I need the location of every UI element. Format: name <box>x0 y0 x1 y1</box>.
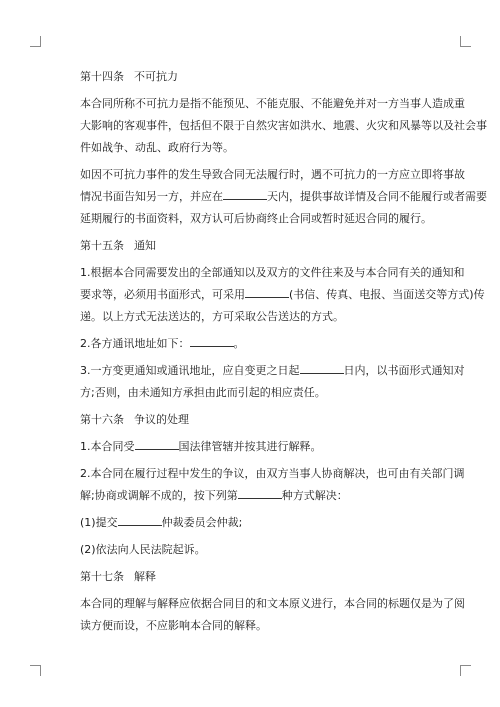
text-segment: (书信、传真、电报、当面送交等方式)传 <box>289 288 485 301</box>
text-line: 2.本合同在履行过程中发生的争议，由双方当事人协商解决，也可由有关部门调 <box>80 467 465 480</box>
text-line <box>80 485 424 507</box>
fill-in-blank-method[interactable] <box>245 285 289 298</box>
article-16-title: 争议的处理 <box>134 413 189 426</box>
text-segment: (1)提交 <box>80 516 118 529</box>
text-line <box>80 512 424 534</box>
text-line: 本合同所称不可抗力是指不能预见、不能克服、不能避免并对一方当事人造成重 <box>80 97 465 110</box>
article-16-paragraph-1 <box>80 436 424 458</box>
text-segment: 解;协商或调解不成的，按下列第 <box>80 489 238 502</box>
text-line <box>80 284 485 306</box>
article-14-number: 第十四条 <box>80 70 124 83</box>
article-15-paragraph-1 <box>80 262 485 328</box>
text-segment: 。 <box>233 337 245 350</box>
text-line <box>80 360 465 382</box>
text-segment: 要求等，必须用书面形式，可采用 <box>80 288 245 301</box>
text-segment: 天内，提供事故详情及合同不能履行或者需要 <box>267 190 487 203</box>
text-line: 大影响的客观事件，包括但不限于自然灾害如洪水、地震、火灾和风暴等以及社会事 <box>80 119 487 132</box>
article-16-paragraph-2 <box>80 463 465 507</box>
article-14-heading <box>80 66 424 88</box>
article-17-paragraph-1 <box>80 593 465 637</box>
text-segment: 1.本合同受 <box>80 440 135 453</box>
text-segment: 种方式解决： <box>281 489 348 502</box>
fill-in-blank-days[interactable] <box>223 187 267 200</box>
text-segment: 3.一方变更通知或通讯地址，应自变更之日起 <box>80 364 300 377</box>
article-14-title: 不可抗力 <box>134 70 178 83</box>
text-segment: 情况书面告知另一方，并应在 <box>80 190 223 203</box>
fill-in-blank-arbitration[interactable] <box>118 513 162 526</box>
article-14-paragraph-2 <box>80 164 487 230</box>
text-line: 递。以上方式无法送达的，方可采取公告送达的方式。 <box>80 310 344 323</box>
article-16-paragraph-4 <box>80 539 424 561</box>
text-segment: 仲裁委员会仲裁; <box>161 516 243 529</box>
article-16-number: 第十六条 <box>80 413 124 426</box>
text-segment: 2.各方通讯地址如下： <box>80 337 190 350</box>
article-17-number: 第十七条 <box>80 570 124 583</box>
crop-mark-top-right <box>460 36 471 47</box>
text-line: 延期履行的书面资料，双方认可后协商终止合同或暂时延迟合同的履行。 <box>80 212 432 225</box>
crop-mark-bottom-left <box>30 665 41 676</box>
article-17-title: 解释 <box>134 570 156 583</box>
article-15-paragraph-2 <box>80 333 424 355</box>
fill-in-blank-country[interactable] <box>135 437 179 450</box>
text-line: 1.根据本合同需要发出的全部通知以及双方的文件往来及与本合同有关的通知和 <box>80 266 465 279</box>
article-15-title: 通知 <box>134 239 156 252</box>
text-line <box>80 436 424 458</box>
article-15-heading <box>80 235 424 257</box>
text-segment: 国法律管辖并按其进行解释。 <box>178 440 322 453</box>
crop-mark-bottom-right <box>460 665 471 676</box>
article-17-heading <box>80 566 424 588</box>
text-line <box>80 186 487 208</box>
document-body <box>80 66 487 642</box>
fill-in-blank-notice-days[interactable] <box>300 361 344 374</box>
article-14-paragraph-1 <box>80 93 487 159</box>
crop-mark-top-left <box>30 36 41 47</box>
fill-in-blank-option[interactable] <box>238 486 282 499</box>
text-line <box>80 333 424 355</box>
text-line: (2)依法向人民法院起诉。 <box>80 543 206 556</box>
article-16-heading <box>80 409 424 431</box>
text-line: 本合同的理解与解释应依据合同目的和文本原义进行，本合同的标题仅是为了阅 <box>80 597 465 610</box>
fill-in-blank-address[interactable] <box>190 334 234 347</box>
text-line: 读方便而设，不应影响本合同的解释。 <box>80 619 267 632</box>
article-16-paragraph-3 <box>80 512 424 534</box>
text-segment: 日内，以书面形式通知对 <box>343 364 465 377</box>
text-line: 如因不可抗力事件的发生导致合同无法履行时，遇不可抗力的一方应立即将事故 <box>80 168 465 181</box>
text-line: 方;否则，由未通知方承担由此而引起的相应责任。 <box>80 386 326 399</box>
article-15-paragraph-3 <box>80 360 465 404</box>
article-15-number: 第十五条 <box>80 239 124 252</box>
text-line: 件如战争、动乱、政府行为等。 <box>80 141 234 154</box>
